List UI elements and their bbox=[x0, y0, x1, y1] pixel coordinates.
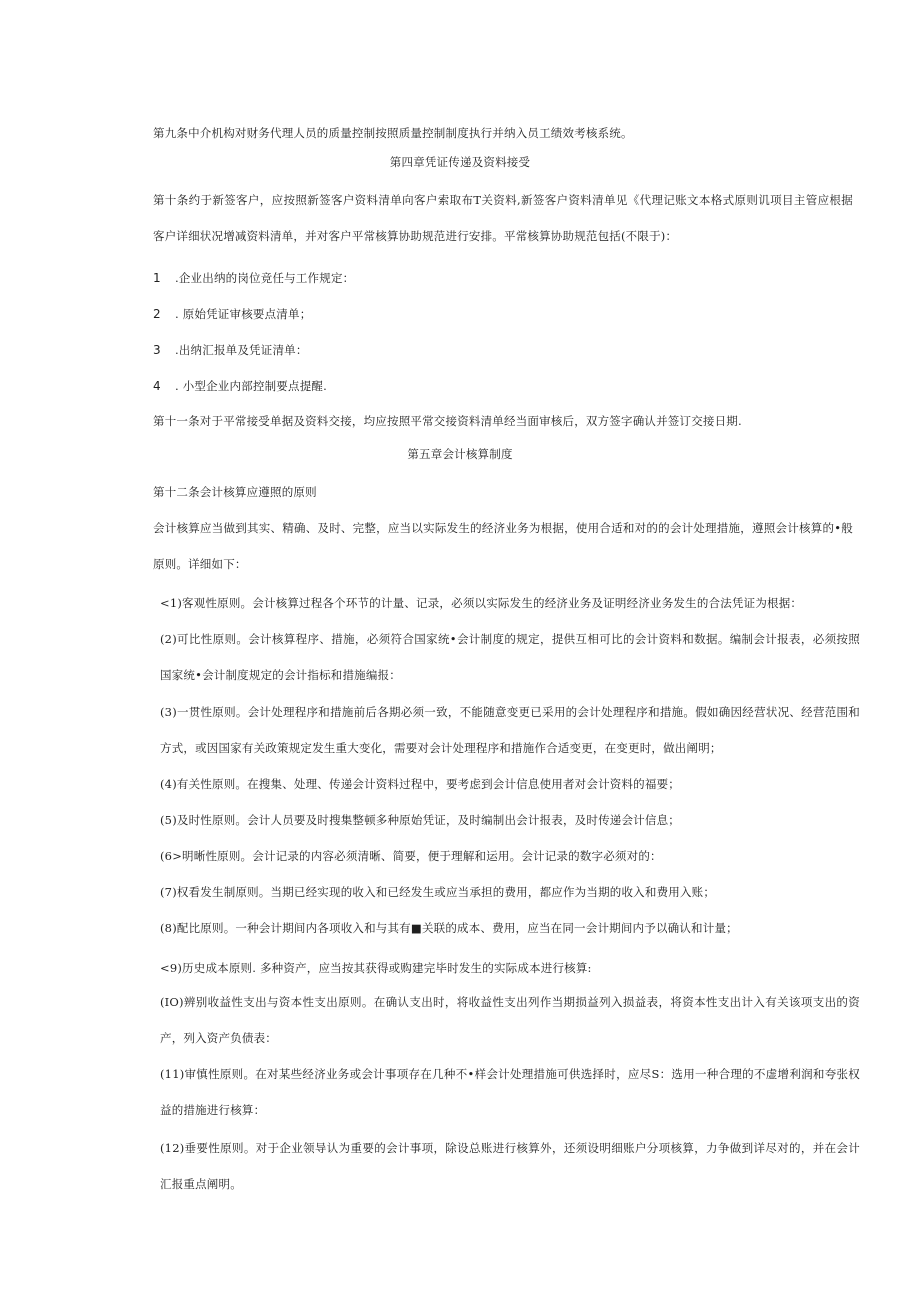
list-item bbox=[153, 332, 853, 368]
list-item-text: .出纳汇报单及凭证清单： bbox=[175, 343, 308, 357]
article-10: 第十条约于新签客户，应按照新签客户资料清单向客户索取布T关资料,新签客户资料清单见《代理记账文本格式原则讥项目主管应根据客户详细状况增减资料清单，并对客户平常核算协助规范进行安排。平常核算协助规范包括(不限于)： bbox=[153, 193, 853, 243]
article-12: 第十二条会计核算应遵照的原则 bbox=[153, 485, 317, 499]
principle-9: <9)历史成本原则. 多种资产，应当按其获得或购建完毕时发生的实际成本进行核算: bbox=[160, 961, 592, 975]
list-item-number: 1 bbox=[153, 271, 161, 285]
principle-10: (IO)辨别收益性支出与资本性支出原则。在确认支出时，将收益性支出列作当期损益列入损益表，将资本性支出计入有关该项支出的资产，列入资产负债表： bbox=[160, 995, 860, 1045]
list-item-text: . 原始凭证审核要点清单； bbox=[175, 307, 312, 321]
list-item-number: 2 bbox=[153, 307, 161, 321]
article-11: 第十一条对于平常接受单据及资料交接，均应按照平常交接资料清单经当面审核后，双方签字确认并签订交接日期. bbox=[153, 414, 742, 428]
principle-1: <1)客观性原则。会计核算过程各个环节的计量、记录，必须以实际发生的经济业务及证明经济业务发生的合法凭证为根据： bbox=[160, 596, 803, 610]
list-item bbox=[153, 260, 853, 296]
principle-4: (4)有关性原则。在搜集、处理、传递会计资料过程中，要考虑到会计信息使用者对会计资料的福要； bbox=[160, 777, 680, 791]
principle-7: (7)权看发生制原则。当期已经实现的收入和已经发生或应当承担的费用，都应作为当期的收入和费用入账； bbox=[160, 885, 716, 899]
list-item-text: . 小型企业内部控制要点提醒. bbox=[175, 379, 327, 393]
principle-6: (6>明晰性原则。会计记录的内容必须清晰、简要，便于理解和运用。会计记录的数字必须对的： bbox=[160, 849, 662, 863]
principle-8: (8)配比原则。一种会计期间内各项收入和与其有■关联的成本、费用，应当在同一会计期间内予以确认和计量； bbox=[160, 921, 738, 935]
article-9: 第九条中介机构对财务代理人员的质量控制按照质量控制制度执行并纳入员工绩效考核系统。 bbox=[153, 126, 633, 140]
list-item bbox=[153, 368, 853, 404]
principles-intro: 会计核算应当做到其实、精确、及时、完整，应当以实际发生的经济业务为根据，使用合适和对的的会计处理措施，遵照会计核算的•般原则。详细如下： bbox=[153, 521, 853, 571]
list-item-text: .企业出纳的岗位竞任与工作规定： bbox=[175, 271, 355, 285]
list-item bbox=[153, 296, 853, 332]
list-item-number: 3 bbox=[153, 343, 161, 357]
chapter-5-title: 第五章会计核算制度 bbox=[407, 447, 513, 461]
principle-2: (2)可比性原则。会计核算程序、措施，必须符合国家统•会计制度的规定，提供互相可比的会计资料和数据。编制会计报表，必须按照国家统•会计制度规定的会计指标和措施编报： bbox=[160, 632, 860, 682]
principle-3: (3)一贯性原则。会计处理程序和措施前后各期必须一致，不能随意变更已采用的会计处理程序和措施。假如确因经营状况、经营范围和方式，或因国家有关政策规定发生重大变化，需要对会计处理程序和措施作合适变更，在变更时，做出阐明； bbox=[160, 705, 860, 755]
principle-11: (11)审慎性原则。在对某些经济业务或会计事项存在几种不•样会计处理措施可供选择时，应尽S：选用一种合理的不虚增利润和夸张权益的措施进行核算： bbox=[160, 1067, 860, 1117]
principle-12: (12)垂要性原则。对于企业领导认为重要的会计事项，除设总账进行核算外，还须设明细账户分项核算，力争做到详尽对的，并在会计汇报重点阐明。 bbox=[160, 1141, 860, 1191]
chapter-4-title: 第四章凭证传递及资料接受 bbox=[389, 155, 531, 169]
list-item-number: 4 bbox=[153, 379, 161, 393]
principle-5: (5)及时性原则。会计人员要及时搜集整顿多种原始凭证，及时编制出会计报表，及时传递会计信息； bbox=[160, 813, 680, 827]
